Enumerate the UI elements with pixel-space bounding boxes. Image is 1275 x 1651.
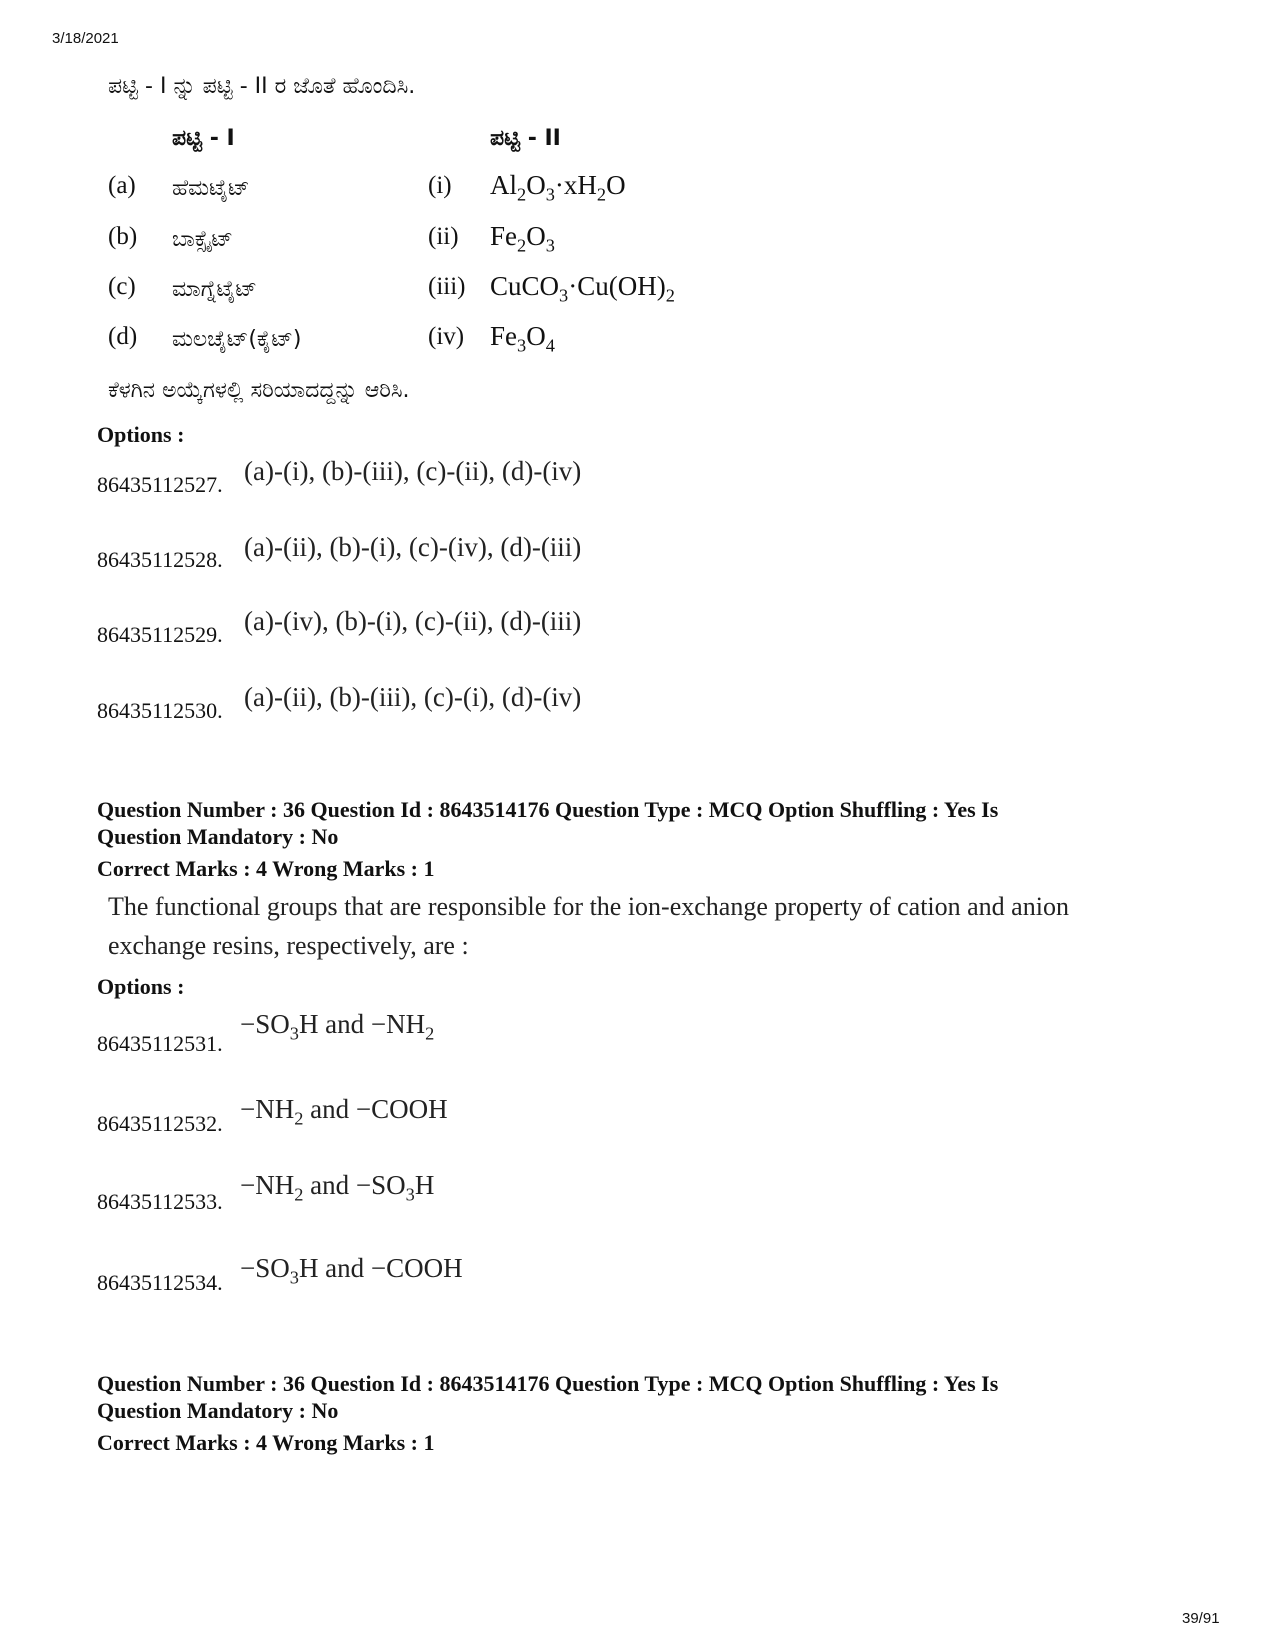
row-label: (a) bbox=[108, 172, 136, 199]
list2-num: (iv) bbox=[428, 323, 465, 350]
list2-num: (iii) bbox=[428, 273, 466, 300]
options-label: Options : bbox=[97, 422, 185, 447]
question-meta: Question Number : 36 Question Id : 8643514176 Question Type : MCQ Option Shuffling : Yes Is bbox=[97, 797, 999, 822]
row-label: (c) bbox=[108, 273, 136, 300]
option-text: $-SO_3H$ and −COOH bbox=[240, 1253, 463, 1288]
question-text-line2: exchange resins, respectively, are : bbox=[108, 931, 469, 960]
list2-num: (ii) bbox=[428, 223, 459, 250]
option-text: (a)-(ii), (b)-(iii), (c)-(i), (d)-(iv) bbox=[244, 682, 582, 712]
print-date: 3/18/2021 bbox=[52, 30, 119, 47]
option-id: 86435112533. bbox=[97, 1189, 223, 1214]
option-text: (a)-(i), (b)-(iii), (c)-(ii), (d)-(iv) bbox=[244, 456, 582, 486]
question-mandatory: Question Mandatory : No bbox=[97, 824, 339, 849]
option-text: $-NH_2$ and −COOH bbox=[240, 1094, 448, 1129]
option-text: (a)-(iv), (b)-(i), (c)-(ii), (d)-(iii) bbox=[244, 606, 582, 636]
formula-fe3o4: $Fe_3O_4$ bbox=[490, 321, 555, 356]
question-marks: Correct Marks : 4 Wrong Marks : 1 bbox=[97, 1430, 435, 1455]
question-text-line1: The functional groups that are responsible for the ion-exchange property of cation and anion bbox=[108, 892, 1069, 921]
page-number: 39/91 bbox=[1182, 1610, 1220, 1627]
match-prompt: ಕೆಳಗಿನ ಅಯ್ಕೆಗಳಲ್ಲಿ ಸರಿಯಾದದ್ದನ್ನು ಆರಿಸಿ. bbox=[108, 378, 410, 403]
question-marks: Correct Marks : 4 Wrong Marks : 1 bbox=[97, 856, 435, 881]
option-id: 86435112534. bbox=[97, 1270, 223, 1295]
match-instruction: ಪಟ್ಟಿ - I ನ್ನು ಪಟ್ಟಿ - II ರ ಜೊತೆ ಹೊಂದಿಸಿ. bbox=[108, 74, 416, 99]
list2-header: ಪಟ್ಟಿ - II bbox=[490, 126, 561, 151]
option-text: (a)-(ii), (b)-(i), (c)-(iv), (d)-(iii) bbox=[244, 532, 582, 562]
option-id: 86435112529. bbox=[97, 622, 223, 647]
list1-header: ಪಟ್ಟಿ - I bbox=[172, 126, 235, 151]
formula-malachite: $CuCO_3\cdot Cu(OH)_2$ bbox=[490, 271, 675, 306]
option-text: $-SO_3H$ and $-NH_2$ bbox=[240, 1009, 435, 1044]
question-meta: Question Number : 36 Question Id : 8643514176 Question Type : MCQ Option Shuffling : Yes Is bbox=[97, 1371, 999, 1396]
option-id: 86435112530. bbox=[97, 698, 223, 723]
option-text: $-NH_2$ and $-SO_3H$ bbox=[240, 1170, 435, 1205]
list1-item: ಬಾಕ್ಸೈಟ್ bbox=[172, 227, 233, 252]
list1-item: ಮಾಗ್ನೆಟೈಟ್ bbox=[172, 277, 257, 302]
formula-fe2o3: $Fe_2O_3$ bbox=[490, 221, 555, 256]
question-mandatory: Question Mandatory : No bbox=[97, 1398, 339, 1423]
list1-item: ಹೆಮಟೈಟ್ bbox=[172, 176, 250, 201]
list2-num: (i) bbox=[428, 172, 452, 199]
option-id: 86435112528. bbox=[97, 547, 223, 572]
options-label: Options : bbox=[97, 974, 185, 999]
option-id: 86435112532. bbox=[97, 1111, 223, 1136]
row-label: (d) bbox=[108, 323, 138, 350]
row-label: (b) bbox=[108, 223, 138, 250]
option-id: 86435112531. bbox=[97, 1031, 223, 1056]
formula-al2o3: $Al_2O_3\cdot xH_2O$ bbox=[490, 170, 626, 205]
option-id: 86435112527. bbox=[97, 472, 223, 497]
list1-item: ಮಲಚೈಟ್(ಕೈಟ್) bbox=[172, 327, 302, 352]
